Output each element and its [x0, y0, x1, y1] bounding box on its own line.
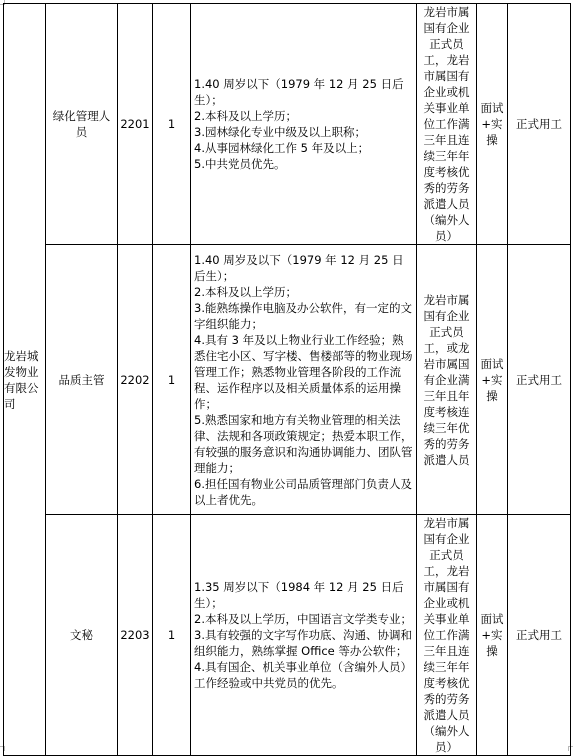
count-cell: 1	[153, 515, 191, 756]
exam-cell	[477, 515, 508, 756]
code-cell: 2201	[118, 4, 153, 245]
post-cell	[46, 245, 118, 515]
employment-type-cell: 正式用工	[508, 245, 571, 515]
recruitment-table	[3, 3, 571, 756]
code-cell: 2203	[118, 515, 153, 756]
post-cell	[46, 4, 118, 245]
condition-item: 5.熟悉国家和地方有关物业管理的相关法律、法规和各项政策规定；热爱本职工作，有较强的服务意识和沟通协调能力、团队管理能力；	[194, 412, 413, 475]
conditions-cell	[191, 4, 417, 245]
condition-item: 3.能熟练操作电脑及办公软件，有一定的文字组织能力；	[194, 300, 412, 331]
condition-item: 2.本科及以上学历；	[194, 109, 297, 123]
exam-method: 面试+实操	[480, 612, 504, 658]
table-row	[4, 245, 571, 515]
condition-item: 1.40 周岁以下（1979 年 12 月 25 日后生）；	[194, 77, 404, 107]
condition-item: 4.具有 3 年及以上物业行业工作经验；熟悉住宅小区、写字楼、售楼部等的物业现场管理工作；熟悉物业管理各阶段的工作流程、运作程序以及相关质量体系的运用操作；	[194, 332, 413, 411]
source-cell	[417, 245, 477, 515]
code-cell: 2202	[118, 245, 153, 515]
table-row	[4, 4, 571, 245]
condition-item: 1.35 周岁以下（1984 年 12 月 25 日后生）；	[194, 580, 404, 610]
condition-item: 3.园林绿化专业中级及以上职称；	[194, 125, 366, 139]
condition-item: 3.具有较强的文字写作功底、沟通、协调和组织能力，熟练掌握 Office 等办公软件；	[194, 628, 412, 658]
post-name: 绿化管理人员	[52, 109, 111, 139]
candidate-source: 龙岩市属国有企业正式员工，龙岩市属国有企业或机关事业单位工作满三年且连续三年年度考核优秀的劳务派遣人员（编外人员）	[423, 5, 470, 243]
condition-item: 4.从事园林绿化工作 5 年及以上；	[194, 141, 370, 155]
candidate-source: 龙岩市属国有企业正式员工，龙岩市属国有企业或机关事业单位工作满三年且连续三年年度考核优秀的劳务派遣人员（编外人员）	[423, 516, 470, 754]
condition-item: 6.担任国有物业公司品质管理部门负责人及以上者优先。	[194, 476, 412, 507]
post-name: 文秘	[70, 628, 93, 642]
candidate-source: 龙岩市属国有企业正式员工，或龙岩市属国有企业满三年且年度考核连续三年优秀的劳务派遣人员	[423, 292, 470, 467]
post-cell	[46, 515, 118, 756]
exam-cell	[477, 4, 508, 245]
exam-method: 面试+实操	[480, 356, 504, 403]
condition-item: 4.具有国企、机关事业单位（含编外人员）工作经验或中共党员的优先。	[194, 660, 412, 690]
unit-name: 龙岩城发物业有限公司	[4, 348, 39, 411]
count-cell: 1	[153, 245, 191, 515]
employment-type-cell: 正式用工	[508, 4, 571, 245]
source-cell	[417, 515, 477, 756]
exam-method: 面试+实操	[480, 101, 504, 147]
condition-item: 1.40 周岁及以下（1979 年 12 月 25 日后生）；	[194, 252, 404, 283]
unit-cell	[4, 4, 46, 756]
condition-item: 5.中共党员优先。	[194, 157, 286, 171]
source-cell	[417, 4, 477, 245]
post-name: 品质主管	[58, 372, 105, 387]
conditions-cell	[191, 245, 417, 515]
count-cell: 1	[153, 4, 191, 245]
employment-type-cell: 正式用工	[508, 515, 571, 756]
condition-item: 2.本科及以上学历，中国语言文学类专业；	[194, 612, 412, 626]
exam-cell	[477, 245, 508, 515]
table-row	[4, 515, 571, 756]
condition-item: 2.本科及以上学历；	[194, 284, 297, 299]
conditions-cell	[191, 515, 417, 756]
